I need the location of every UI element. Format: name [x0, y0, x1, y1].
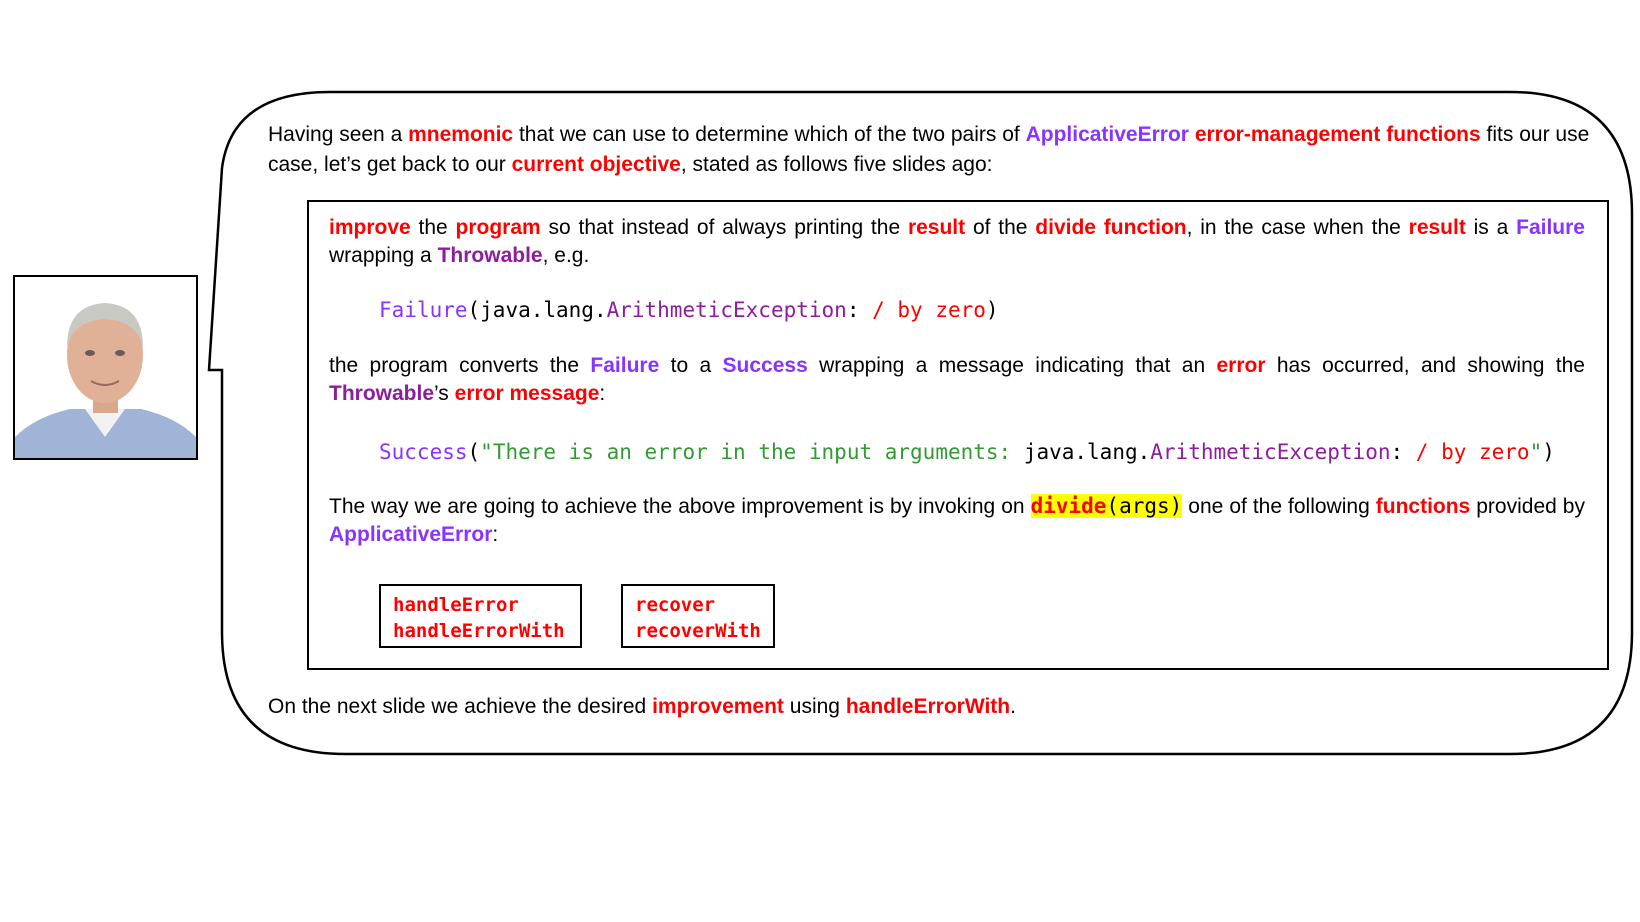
term-success: Success [722, 354, 808, 377]
text: On the next slide we achieve the desired [268, 695, 653, 718]
term-program: program [455, 216, 541, 239]
text: of the [965, 216, 1036, 239]
code-example-success [379, 440, 1555, 464]
text: wrapping a message indicating that an [807, 354, 1217, 377]
function-name: recoverWith [635, 620, 761, 642]
speaker-avatar [13, 275, 198, 460]
term-failure: Failure [590, 354, 660, 377]
objective-paragraph-1 [329, 214, 1585, 270]
code-arithmetic-exception: ArithmeticException [1150, 440, 1391, 464]
term-handle-error-with: handleErrorWith [845, 695, 1011, 718]
function-name: recover [635, 594, 716, 616]
term-error-message: error message [454, 382, 600, 405]
text: one of the following [1182, 495, 1376, 518]
term-improve: improve [329, 216, 411, 239]
term-error-management-functions: error-management functions [1194, 123, 1481, 146]
objective-box [307, 200, 1609, 670]
text: to a [659, 354, 723, 377]
term-current-objective: current objective [511, 153, 681, 176]
objective-paragraph-3 [329, 492, 1585, 549]
text: : [492, 523, 499, 546]
term-applicative-error: ApplicativeError [329, 523, 493, 546]
term-throwable: Throwable [437, 244, 543, 267]
code-divide-args [1031, 494, 1183, 518]
term-result: result [907, 216, 966, 239]
code-text: ) [1542, 440, 1555, 464]
text: The way we are going to achieve the above improvement is by invoking on [329, 495, 1031, 518]
term-divide-function: divide function [1035, 216, 1187, 239]
term-applicative-error: ApplicativeError [1025, 123, 1189, 146]
code-text: : [846, 298, 873, 322]
text: so that instead of always printing the [540, 216, 908, 239]
term-mnemonic: mnemonic [408, 123, 514, 146]
closing-paragraph [268, 692, 1016, 722]
function-box-handle-error [379, 584, 582, 648]
text: using [783, 695, 846, 718]
function-name: handleError [393, 594, 519, 616]
intro-text: , stated as follows five slides ago: [680, 153, 993, 176]
code-success: Success [379, 440, 468, 464]
code-arithmetic-exception: ArithmeticException [606, 298, 847, 322]
code-example-failure [379, 298, 999, 322]
code-string: "There is an error in the input arguments: [480, 440, 1024, 464]
code-string: " [1529, 440, 1543, 464]
text: , in the case when the [1186, 216, 1409, 239]
function-name: handleErrorWith [393, 620, 565, 642]
code-text: java.lang. [1023, 440, 1151, 464]
term-functions: functions [1375, 495, 1471, 518]
intro-text: Having seen a [268, 123, 409, 146]
intro-text: fits our use case, let’s get back to our [268, 123, 1590, 176]
text: . [1010, 695, 1016, 718]
objective-paragraph-2 [329, 352, 1585, 408]
code-failure: Failure [379, 298, 468, 322]
text: ’s [434, 382, 455, 405]
text: wrapping a [329, 244, 438, 267]
text: provided by [1470, 495, 1585, 518]
term-failure: Failure [1516, 216, 1585, 239]
code-divide: divide [1030, 494, 1107, 518]
text: is a [1465, 216, 1517, 239]
code-args: (args) [1106, 494, 1183, 518]
code-message: / by zero [872, 298, 986, 322]
code-text: (java.lang. [467, 298, 607, 322]
term-result: result [1408, 216, 1466, 239]
code-text: ) [985, 298, 999, 322]
code-text: ( [467, 440, 481, 464]
code-message: / by zero [1415, 440, 1530, 464]
text: , e.g. [542, 244, 590, 267]
function-box-recover [621, 584, 775, 648]
text: the [410, 216, 456, 239]
term-throwable: Throwable [329, 382, 435, 405]
term-error: error [1216, 354, 1266, 377]
intro-paragraph [268, 120, 1593, 180]
code-text: : [1390, 440, 1416, 464]
text: has occurred, and showing the [1265, 354, 1585, 377]
intro-text: that we can use to determine which of the two pairs of [513, 123, 1026, 146]
text: : [599, 382, 606, 405]
term-improvement: improvement [652, 695, 784, 718]
text: the program converts the [329, 354, 591, 377]
